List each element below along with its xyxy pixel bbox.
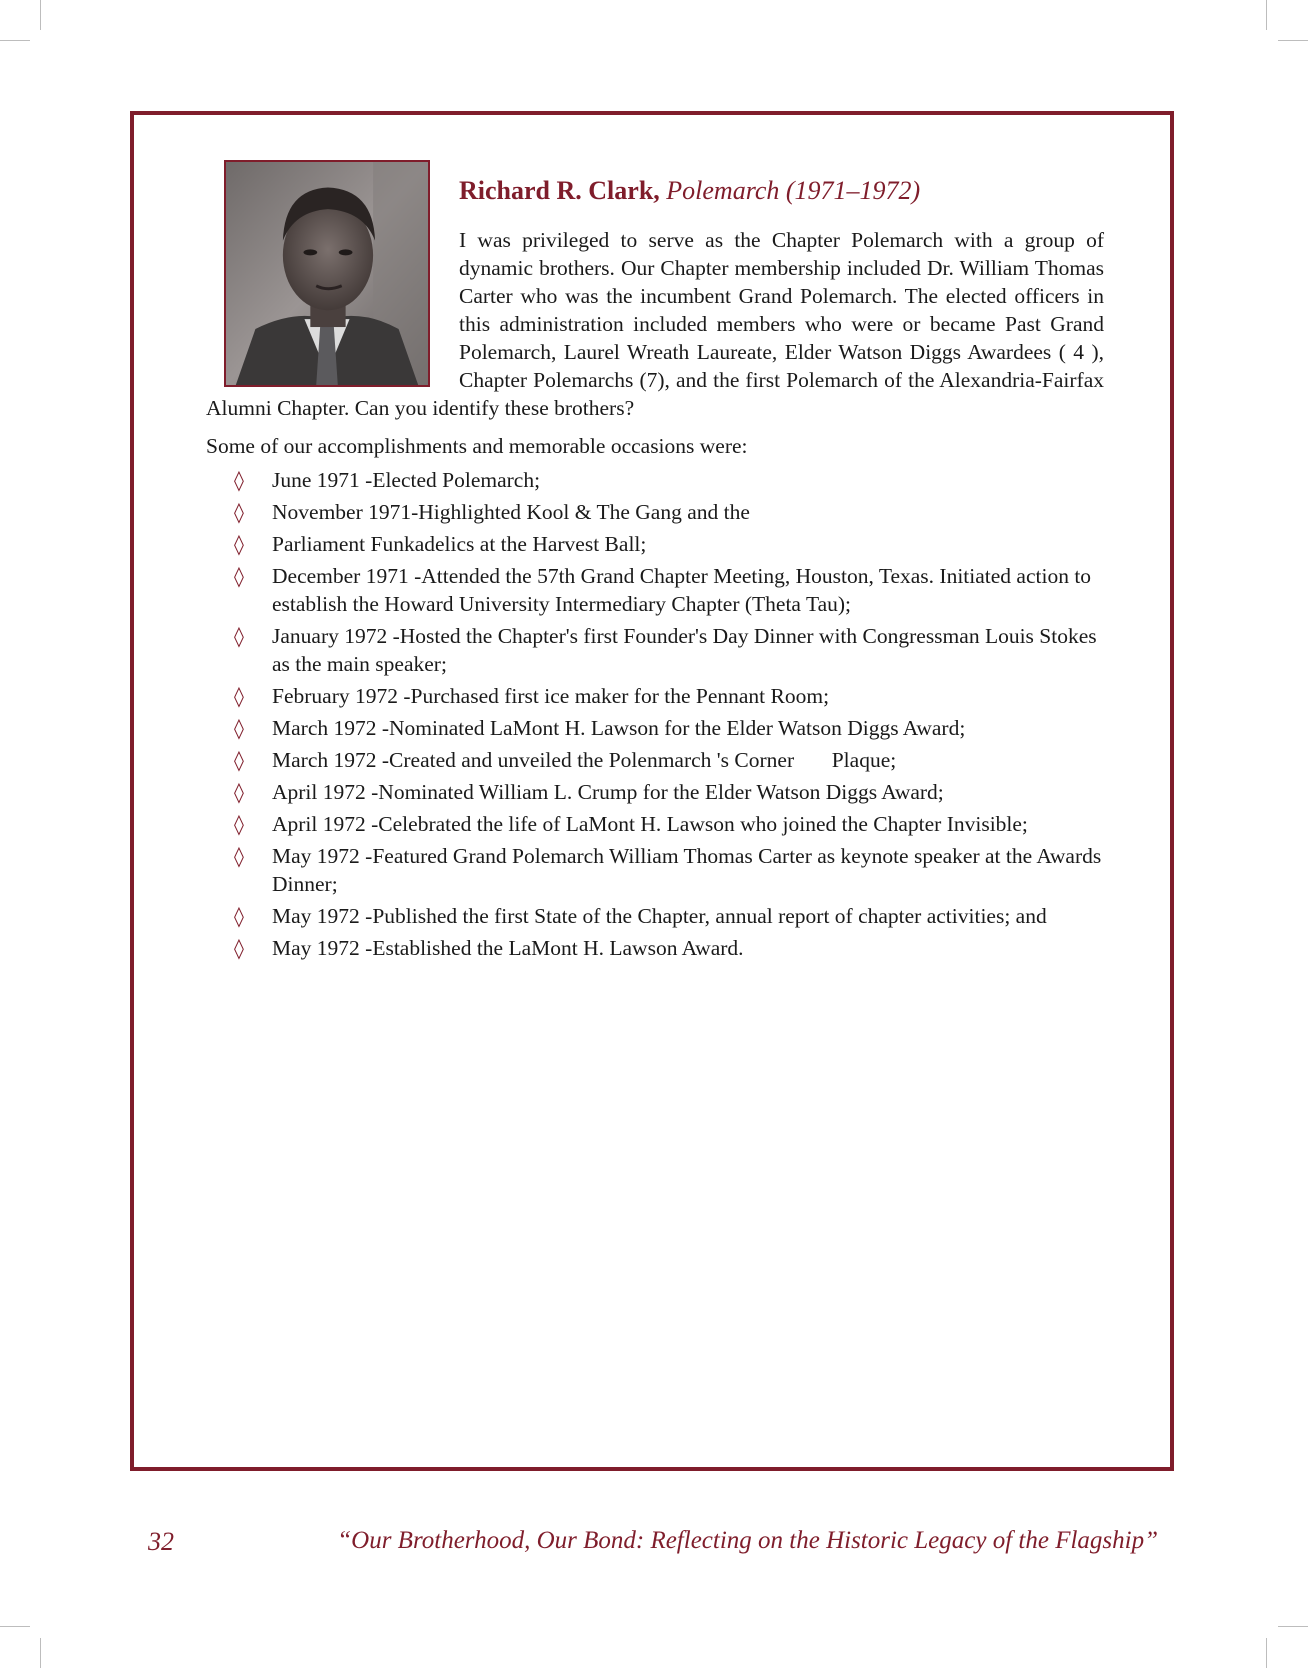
crop-mark [1278, 40, 1308, 41]
list-item-text: January 1972 -Hosted the Chapter's first Founder's Day Dinner with Congressman Louis Stokes as the main speaker; [272, 624, 1097, 676]
photo-spacer [206, 226, 459, 394]
list-item [206, 682, 1104, 710]
article-content [206, 168, 1104, 966]
list-item [206, 498, 1104, 526]
diamond-bullet-icon: ◊ [234, 500, 244, 524]
accomplishments-list [206, 466, 1104, 962]
list-item-text: November 1971-Highlighted Kool & The Gang and the [272, 500, 750, 524]
list-item [206, 842, 1104, 898]
list-item [206, 778, 1104, 806]
person-name: Richard R. Clark, [459, 176, 660, 205]
diamond-bullet-icon: ◊ [234, 624, 244, 648]
list-item [206, 746, 1104, 774]
diamond-bullet-icon: ◊ [234, 904, 244, 928]
crop-mark [40, 0, 41, 30]
list-item-text: May 1972 -Featured Grand Polemarch William Thomas Carter as keynote speaker at the Awards Dinner; [272, 844, 1102, 896]
list-item [206, 622, 1104, 678]
page-number: 32 [148, 1527, 174, 1556]
list-item [206, 714, 1104, 742]
intro-text: I was privileged to serve as the Chapter Polemarch with a group of dynamic brothers. Our Chapter membership included Dr. William Thomas Carter who was the incumbent Grand Polemarch. The elected officers in this administration included members who were or became Past Grand Polemarch, Laurel Wreath Laureate, Elder Watson Diggs Awardees ( 4 ), Chapter Polemarchs (7), and the first Polemarch of the Alexandria-Fairfax Alumni Chapter. Can you identify these brothers? [206, 228, 1104, 420]
list-item [206, 934, 1104, 962]
diamond-bullet-icon: ◊ [234, 684, 244, 708]
list-item [206, 902, 1104, 930]
diamond-bullet-icon: ◊ [234, 716, 244, 740]
diamond-bullet-icon: ◊ [234, 532, 244, 556]
diamond-bullet-icon: ◊ [234, 844, 244, 868]
crop-mark [0, 40, 30, 41]
intro-paragraph [206, 226, 1104, 422]
crop-mark [1266, 0, 1267, 30]
list-item-text: April 1972 -Nominated William L. Crump for the Elder Watson Diggs Award; [272, 780, 944, 804]
person-role: Polemarch (1971–1972) [666, 176, 921, 205]
list-item-text: March 1972 -Nominated LaMont H. Lawson for the Elder Watson Diggs Award; [272, 716, 966, 740]
lead-sentence: Some of our accomplishments and memorable occasions were: [206, 434, 748, 458]
list-item-text: March 1972 -Created and unveiled the Polenmarch 's Corner Plaque; [272, 748, 897, 772]
list-item-text: June 1971 -Elected Polemarch; [272, 468, 541, 492]
list-item-text: May 1972 -Published the first State of the Chapter, annual report of chapter activities; and [272, 904, 1047, 928]
list-item [206, 562, 1104, 618]
list-item-text: February 1972 -Purchased first ice maker for the Pennant Room; [272, 684, 830, 708]
diamond-bullet-icon: ◊ [234, 564, 244, 588]
diamond-bullet-icon: ◊ [234, 468, 244, 492]
crop-mark [1278, 1626, 1308, 1627]
list-item-text: Parliament Funkadelics at the Harvest Ball; [272, 532, 647, 556]
list-item-text: December 1971 -Attended the 57th Grand Chapter Meeting, Houston, Texas. Initiated action to establish the Howard University Intermediary Chapter (Theta Tau); [272, 564, 1092, 616]
list-item [206, 530, 1104, 558]
diamond-bullet-icon: ◊ [234, 936, 244, 960]
crop-mark [1266, 1638, 1267, 1668]
page-title [459, 168, 1104, 218]
list-item [206, 466, 1104, 494]
list-item-text: April 1972 -Celebrated the life of LaMont H. Lawson who joined the Chapter Invisible; [272, 812, 1028, 836]
diamond-bullet-icon: ◊ [234, 780, 244, 804]
list-item-text: May 1972 -Established the LaMont H. Lawson Award. [272, 936, 744, 960]
diamond-bullet-icon: ◊ [234, 748, 244, 772]
running-footer-title: “Our Brotherhood, Our Bond: Reflecting on the Historic Legacy of the Flagship” [337, 1527, 1158, 1554]
list-item [206, 810, 1104, 838]
crop-mark [0, 1626, 30, 1627]
crop-mark [40, 1638, 41, 1668]
diamond-bullet-icon: ◊ [234, 812, 244, 836]
